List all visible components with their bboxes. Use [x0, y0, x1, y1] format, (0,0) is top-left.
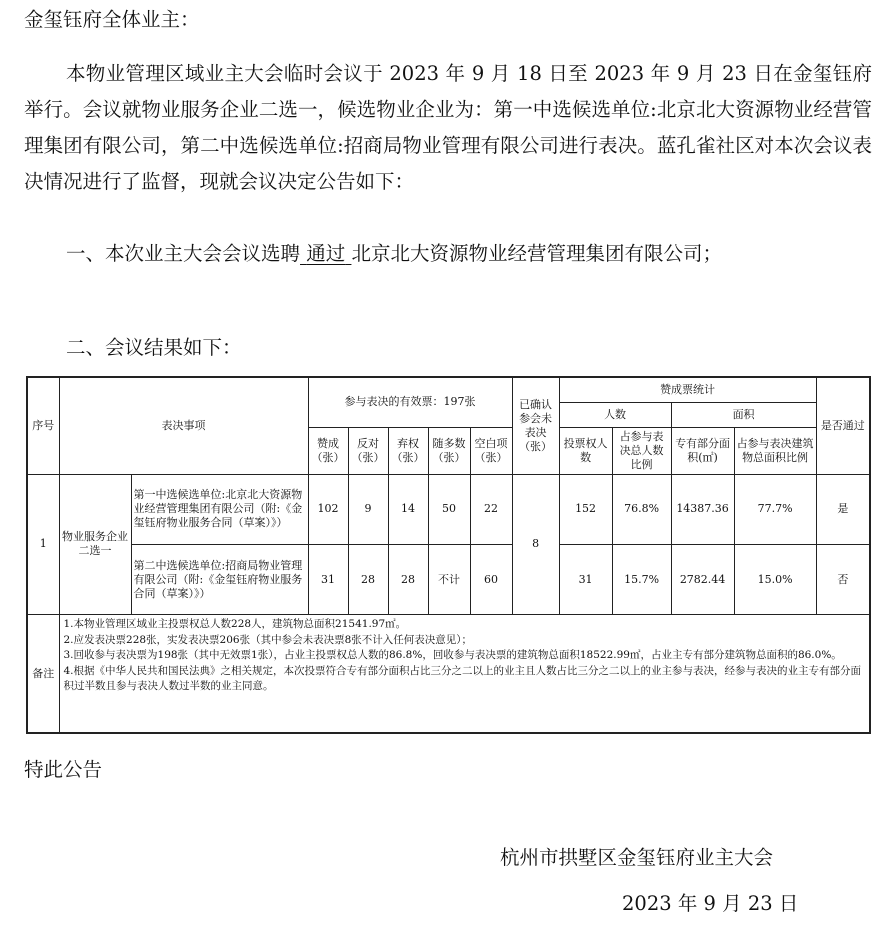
- notes-row: [27, 615, 870, 733]
- notes-label: 备注: [27, 615, 59, 733]
- signature-date: 2023 年 9 月 23 日: [622, 892, 799, 915]
- cell-against: 28: [348, 544, 388, 614]
- cell-area: 14387.36: [671, 474, 734, 544]
- header-area: 面积: [671, 402, 816, 427]
- header-area-ratio: 占参与表决建筑物总面积比例: [734, 427, 816, 474]
- row-seq: 1: [27, 474, 59, 614]
- cell-area-ratio: 77.7%: [734, 474, 816, 544]
- header-confirmed: 已确认参会未表决（张）: [512, 377, 559, 474]
- header-for: 赞成（张）: [308, 427, 348, 474]
- cell-people-ratio: 15.7%: [612, 544, 671, 614]
- item-one-result: 通过: [306, 242, 346, 265]
- note-line: 4.根据《中华人民共和国民法典》之相关规定，本次投票符合专有部分面积占比三分之二以上的业主且人数占比三分之二以上的业主参与表决，经参与表决的业主专有部分面积过半数且参与表决人数过半数的业主同意。: [63, 664, 862, 693]
- header-pass: 是否通过: [816, 377, 870, 474]
- item-one-prefix: 一、本次业主大会会议选聘: [66, 242, 301, 265]
- cell-blank: 60: [470, 544, 512, 614]
- item-two: 二、会议结果如下：: [66, 336, 242, 359]
- header-against: 反对（张）: [348, 427, 388, 474]
- salutation: 金玺钰府全体业主：: [24, 8, 200, 31]
- header-valid-votes: 参与表决的有效票：197张: [308, 377, 512, 427]
- cell-voters: 152: [559, 474, 612, 544]
- signature: 杭州市拱墅区金玺钰府业主大会: [500, 846, 774, 869]
- header-seq: 序号: [27, 377, 59, 474]
- cell-people-ratio: 76.8%: [612, 474, 671, 544]
- cell-for: 31: [308, 544, 348, 614]
- item-one-company: 北京北大资源物业经营管理集团有限公司；: [351, 242, 722, 265]
- header-voters: 投票权人数: [559, 427, 612, 474]
- candidate-two: 第二中选候选单位:招商局物业管理有限公司（附:《金玺钰府物业服务合同（草案）》）: [131, 544, 308, 614]
- cell-majority: 50: [428, 474, 470, 544]
- candidate-one: 第一中选候选单位:北京北大资源物业经营管理集团有限公司（附:《金玺钰府物业服务合同（草案）》）: [131, 474, 308, 544]
- cell-blank: 22: [470, 474, 512, 544]
- item-one: [66, 236, 872, 272]
- header-majority: 随多数（张）: [428, 427, 470, 474]
- cell-abstain: 14: [388, 474, 428, 544]
- result-table: [26, 376, 871, 734]
- header-people-ratio: 占参与表决总人数比例: [612, 427, 671, 474]
- cell-area: 2782.44: [671, 544, 734, 614]
- header-matter: 表决事项: [59, 377, 308, 474]
- header-blank: 空白项（张）: [470, 427, 512, 474]
- intro-paragraph: 本物业管理区域业主大会临时会议于 2023 年 9 月 18 日至 2023 年 9 月 23 日在金玺钰府举行。会议就物业服务企业二选一，候选物业企业为：第一中选候选单位:北京北大资源物业经营管理集团有限公司，第二中选候选单位:招商局物业管理有限公司进行表决。蓝孔雀社区对本次会议表决情况进行了监督，现就会议决定公告如下：: [24, 62, 872, 193]
- header-people: 人数: [559, 402, 671, 427]
- header-approve-stats: 赞成票统计: [559, 377, 816, 402]
- cell-abstain: 28: [388, 544, 428, 614]
- header-abstain: 弃权（张）: [388, 427, 428, 474]
- cell-majority: 不计: [428, 544, 470, 614]
- table-row: [27, 544, 870, 614]
- cell-pass: 是: [816, 474, 870, 544]
- cell-confirmed: 8: [512, 474, 559, 614]
- cell-against: 9: [348, 474, 388, 544]
- cell-pass: 否: [816, 544, 870, 614]
- cell-for: 102: [308, 474, 348, 544]
- cell-area-ratio: 15.0%: [734, 544, 816, 614]
- notes-content: [59, 615, 870, 733]
- header-area-value: 专有部分面积(㎡): [671, 427, 734, 474]
- note-line: 3.回收参与表决票为198张（其中无效票1张），占业主投票权总人数的86.8%，回收参与表决票的建筑物总面积18522.99㎡，占业主专有部分建筑物总面积的86.0%。: [63, 649, 842, 662]
- cell-voters: 31: [559, 544, 612, 614]
- result-table-container: [26, 376, 869, 734]
- table-row: [27, 474, 870, 544]
- row-matter: 物业服务企业二选一: [59, 474, 131, 614]
- note-line: 1.本物业管理区域业主投票权总人数228人，建筑物总面积21541.97㎡。: [63, 618, 407, 631]
- note-line: 2.应发表决票228张，实发表决票206张（其中参会未表决票8张不计入任何表决意见）；: [63, 633, 473, 646]
- closing-text: 特此公告: [24, 758, 103, 781]
